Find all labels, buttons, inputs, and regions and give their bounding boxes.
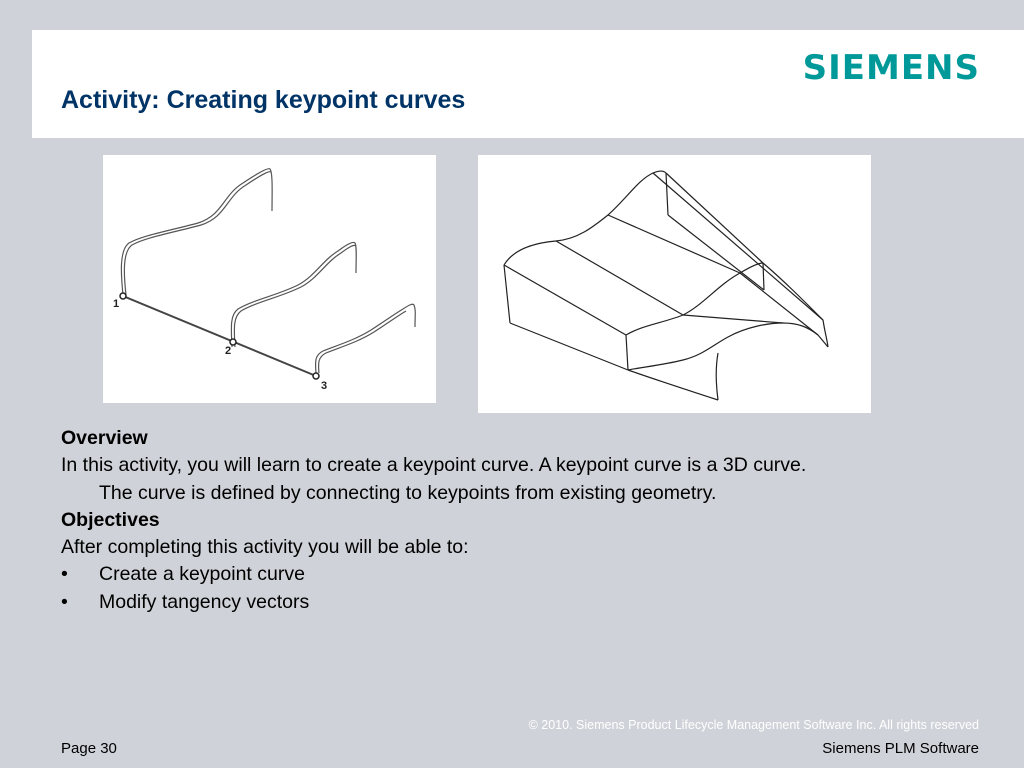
- lofted-surface-figure: [478, 155, 871, 413]
- keypoint-3: [313, 373, 319, 379]
- keypoint-curves-figure: [103, 155, 436, 403]
- objective-item: [61, 589, 991, 616]
- keypoint-1: [120, 293, 126, 299]
- bullet-icon: •: [61, 563, 68, 586]
- slide-body: [61, 425, 991, 616]
- objective-text: Modify tangency vectors: [99, 590, 310, 613]
- objective-item: [61, 561, 991, 588]
- lofted-surface-drawing: [478, 155, 871, 413]
- overview-text-line-1: In this activity, you will learn to create a keypoint curve. A keypoint curve is a 3D curve.: [61, 454, 807, 477]
- overview-text-line-2: The curve is defined by connecting to keypoints from existing geometry.: [99, 481, 717, 504]
- objectives-intro: After completing this activity you will be able to:: [61, 536, 469, 559]
- siemens-logo: SIEMENS: [802, 48, 980, 88]
- keypoint-curves-drawing: [103, 155, 436, 403]
- copyright-notice: © 2010. Siemens Product Lifecycle Management Software Inc. All rights reserved: [528, 718, 979, 732]
- slide-title: Activity: Creating keypoint curves: [61, 86, 466, 114]
- page-number: Page 30: [61, 740, 117, 757]
- objectives-heading: Objectives: [61, 508, 160, 531]
- objective-text: Create a keypoint curve: [99, 563, 305, 586]
- overview-heading: Overview: [61, 427, 148, 449]
- point-label-3: 3: [321, 380, 328, 392]
- point-label-2: 2: [225, 345, 232, 357]
- point-label-1: 1: [113, 298, 120, 310]
- bullet-icon: •: [61, 590, 68, 613]
- company-name: Siemens PLM Software: [822, 740, 979, 757]
- slide-header: [32, 30, 1024, 138]
